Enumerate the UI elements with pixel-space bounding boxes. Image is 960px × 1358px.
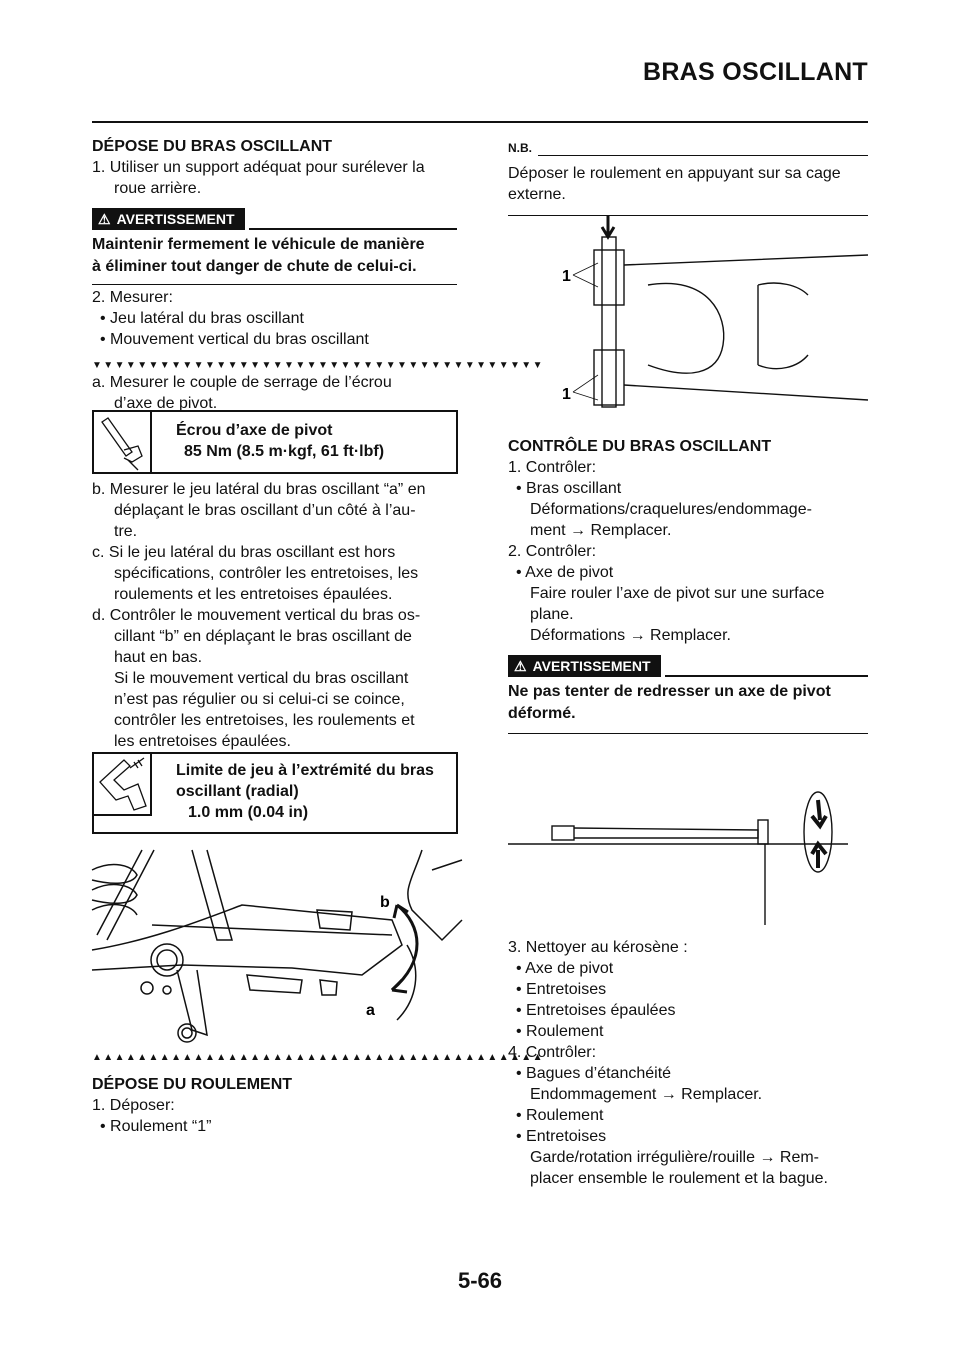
step-text: 2. Mesurer: xyxy=(92,289,173,306)
step-text: haut en bas. xyxy=(114,649,203,666)
warning-badge xyxy=(508,655,661,677)
bullet-item: • Roulement “1” xyxy=(100,1118,212,1135)
inspection-steps xyxy=(508,457,868,646)
warning-triangle-icon: ⚠ xyxy=(98,210,111,227)
step-text: plane. xyxy=(530,606,574,623)
step-text: Déformations/craquelures/endommage- xyxy=(530,501,812,518)
spec-name: Écrou d’axe de pivot xyxy=(176,422,333,439)
torque-spec-box xyxy=(92,410,458,474)
step-text: ment → Remplacer. xyxy=(530,522,672,539)
step-text: • Entretoises xyxy=(516,1128,607,1145)
warning-line: à éliminer tout danger de chute de celui-ci. xyxy=(92,258,417,275)
warning-badge xyxy=(92,208,245,230)
step-text: Endommagement → Remplacer. xyxy=(530,1086,763,1103)
right-column-inspection xyxy=(508,436,868,734)
figure-label-1: 1 xyxy=(562,386,571,403)
step-text: contrôler les entretoises, les roulements et xyxy=(114,712,415,729)
step-text: • Axe de pivot xyxy=(516,564,614,581)
figure-label-a: a xyxy=(366,1002,375,1019)
step-text: • Bras oscillant xyxy=(516,480,622,497)
right-column-cleaning xyxy=(508,937,868,1189)
left-column-bottom xyxy=(92,1052,544,1137)
note-header xyxy=(508,138,868,159)
step-text: Déformations → Remplacer. xyxy=(530,627,731,644)
step-text: a. Mesurer le couple de serrage de l’écrou xyxy=(92,374,392,391)
limit-spec-box xyxy=(92,752,458,834)
step-text: les entretoises épaulées. xyxy=(114,733,291,750)
step-text: cillant “b” en déplaçant le bras oscillant de xyxy=(114,628,412,645)
step-text: roue arrière. xyxy=(114,180,202,197)
step-text: n’est pas régulier ou si celui-ci se coince, xyxy=(114,691,405,708)
cleaning-steps xyxy=(508,937,868,1189)
pivot-shaft-figure xyxy=(508,780,868,930)
step-text: déplaçant le bras oscillant d’un côté à l’au- xyxy=(114,502,416,519)
figure-label-b: b xyxy=(380,894,390,911)
spec-name: Limite de jeu à l’extrémité du bras xyxy=(176,762,434,779)
step-text: c. Si le jeu latéral du bras oscillant est hors xyxy=(92,544,396,561)
divider xyxy=(665,675,868,677)
step-text: 1. Déposer: xyxy=(92,1097,175,1114)
warning-label: AVERTISSEMENT xyxy=(116,210,235,227)
step-text: Faire rouler l’axe de pivot sur une surface xyxy=(530,585,825,602)
warning-header xyxy=(92,207,457,230)
bullet-item: • Jeu latéral du bras oscillant xyxy=(100,310,304,327)
bullet-item: • Mouvement vertical du bras oscillant xyxy=(100,331,369,348)
page-number: 5-66 xyxy=(457,1268,503,1293)
step-text: d’axe de pivot. xyxy=(114,395,218,412)
header-rule xyxy=(92,121,868,123)
step-text: • Axe de pivot xyxy=(516,960,614,977)
left-column-steps xyxy=(92,479,457,752)
spec-name: oscillant (radial) xyxy=(176,783,299,800)
step-text: Si le mouvement vertical du bras oscillant xyxy=(114,670,409,687)
step-text: • Roulement xyxy=(516,1023,604,1040)
procedure-start-marker: ▼▼▼▼▼▼▼▼▼▼▼▼▼▼▼▼▼▼▼▼▼▼▼▼▼▼▼▼▼▼▼▼▼▼▼▼▼▼▼▼ xyxy=(92,360,544,371)
right-column xyxy=(508,138,868,216)
section-heading: CONTRÔLE DU BRAS OSCILLANT xyxy=(508,438,772,455)
step-text: d. Contrôler le mouvement vertical du bras os- xyxy=(92,607,421,624)
step-text: 3. Nettoyer au kérosène : xyxy=(508,939,688,956)
spec-value: 1.0 mm (0.04 in) xyxy=(188,804,309,821)
step-text: tre. xyxy=(114,523,138,540)
step-text: 1. Utiliser un support adéquat pour surélever la xyxy=(92,159,425,176)
procedure-end-marker: ▲▲▲▲▲▲▲▲▲▲▲▲▲▲▲▲▲▲▲▲▲▲▲▲▲▲▲▲▲▲▲▲▲▲▲▲▲▲▲▲ xyxy=(92,1052,544,1063)
step-text: • Bagues d’étanchéité xyxy=(516,1065,672,1082)
warning-line: Ne pas tenter de redresser un axe de pivot xyxy=(508,683,831,700)
warning-label: AVERTISSEMENT xyxy=(532,657,651,674)
warning-header xyxy=(508,654,868,677)
step-text: roulements et les entretoises épaulées. xyxy=(114,586,393,603)
step-text: placer ensemble le roulement et la bague. xyxy=(530,1170,828,1187)
note-label: N.B. xyxy=(508,141,532,155)
figure-label-1: 1 xyxy=(562,268,571,285)
note-line: Déposer le roulement en appuyant sur sa cage xyxy=(508,165,841,182)
note-line: externe. xyxy=(508,186,566,203)
warning-line: déformé. xyxy=(508,705,576,722)
warning-text xyxy=(508,677,868,734)
section-heading: DÉPOSE DU ROULEMENT xyxy=(92,1076,293,1093)
warning-text xyxy=(92,230,457,285)
step-text: • Entretoises xyxy=(516,981,607,998)
warning-line: Maintenir fermement le véhicule de manière xyxy=(92,236,425,253)
step-text: 4. Contrôler: xyxy=(508,1044,597,1061)
bearing-removal-figure xyxy=(508,215,868,425)
step-text: • Roulement xyxy=(516,1107,604,1124)
step-text: • Entretoises épaulées xyxy=(516,1002,676,1019)
spec-value: 85 Nm (8.5 m·kgf, 61 ft·lbf) xyxy=(184,443,385,460)
warning-triangle-icon: ⚠ xyxy=(514,657,527,674)
section-heading: DÉPOSE DU BRAS OSCILLANT xyxy=(92,138,333,155)
step-text: b. Mesurer le jeu latéral du bras oscillant “a” en xyxy=(92,481,426,498)
step-text: Garde/rotation irrégulière/rouille → Rem- xyxy=(530,1149,819,1166)
step-text: spécifications, contrôler les entretoises, les xyxy=(114,565,419,582)
divider xyxy=(249,228,457,230)
caliper-icon xyxy=(94,754,152,816)
step-text: 1. Contrôler: xyxy=(508,459,597,476)
swingarm-play-figure xyxy=(92,850,462,1050)
torque-wrench-icon xyxy=(94,412,152,472)
page-title: BRAS OSCILLANT xyxy=(642,58,868,86)
note-text xyxy=(508,159,868,216)
step-text: 2. Contrôler: xyxy=(508,543,597,560)
